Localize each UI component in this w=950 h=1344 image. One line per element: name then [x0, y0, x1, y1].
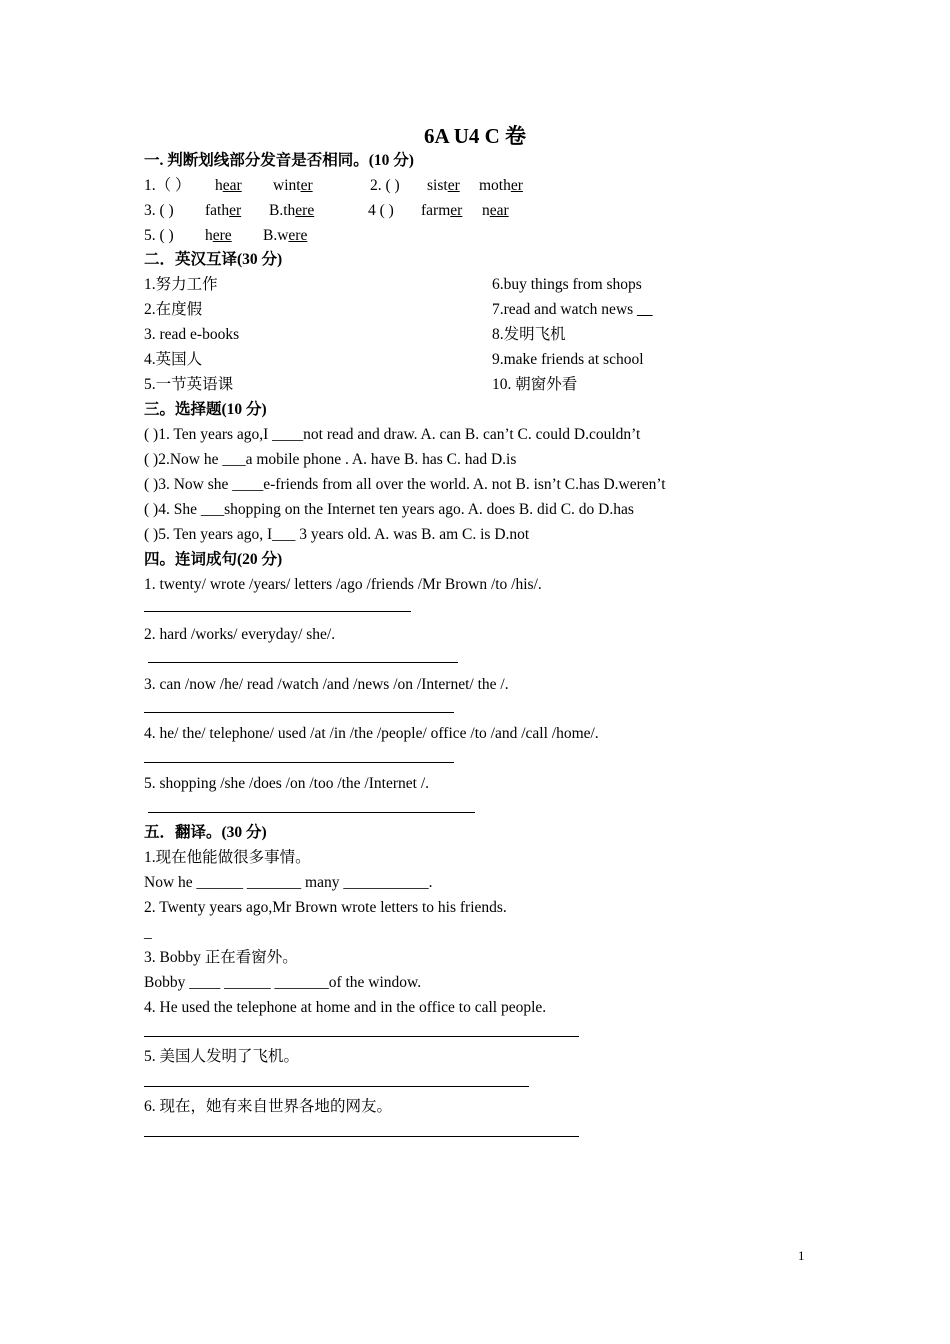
- translation-question-5: 5. 美国人发明了飞机。: [144, 1048, 300, 1065]
- translation-question-3: 3. Bobby 正在看窗外。: [144, 949, 298, 966]
- choice-question-3: ( )3. Now she ____e-friends from all over the world. A. not B. isn’t C.has D.weren’t: [144, 476, 666, 493]
- translate-item-7: 7.read and watch news __: [492, 301, 653, 318]
- page-number: 1: [798, 1248, 805, 1263]
- answer-line: [144, 1072, 529, 1093]
- answer-line: [148, 798, 475, 819]
- reorder-question-1: 1. twenty/ wrote /years/ letters /ago /friends /Mr Brown /to /his/.: [144, 576, 542, 593]
- answer-line: [148, 648, 458, 669]
- answer-line: [144, 748, 454, 769]
- translate-item-1: 1.努力工作: [144, 276, 218, 293]
- reorder-question-4: 4. he/ the/ telephone/ used /at /in /the /people/ office /to /and /call /home/.: [144, 725, 599, 742]
- translation-answer-3: Bobby ____ ______ _______of the window.: [144, 974, 422, 991]
- translation-question-4: 4. He used the telephone at home and in the office to call people.: [144, 999, 547, 1016]
- section3-heading: 三。选择题(10 分): [144, 401, 267, 418]
- translation-answer-2: _: [144, 924, 152, 941]
- phonics-row-3: 5. ( ) here B.were: [144, 227, 308, 244]
- translate-item-8: 8.发明飞机: [492, 326, 566, 343]
- translate-item-10: 10. 朝窗外看: [492, 376, 578, 393]
- translate-item-4: 4.英国人: [144, 351, 203, 368]
- page-title: 6A U4 C 卷: [423, 124, 527, 148]
- choice-question-4: ( )4. She ___shopping on the Internet ten years ago. A. does B. did C. do D.has: [144, 501, 634, 518]
- answer-line: [144, 698, 454, 719]
- choice-question-5: ( )5. Ten years ago, I___ 3 years old. A. was B. am C. is D.not: [144, 526, 530, 543]
- choice-question-1: ( )1. Ten years ago,I ____not read and draw. A. can B. can’t C. could D.couldn’t: [144, 426, 641, 443]
- answer-line: [144, 597, 411, 618]
- translation-question-2: 2. Twenty years ago,Mr Brown wrote letters to his friends.: [144, 899, 507, 916]
- translate-item-9: 9.make friends at school: [492, 351, 644, 368]
- section2-heading: 二．英汉互译(30 分): [144, 251, 283, 268]
- section5-heading: 五．翻译。(30 分): [144, 824, 267, 841]
- translation-question-6: 6. 现在，她有来自世界各地的网友。: [144, 1098, 393, 1115]
- answer-line: [144, 1022, 579, 1043]
- answer-line: [144, 1122, 579, 1143]
- translate-item-6: 6.buy things from shops: [492, 276, 642, 293]
- phonics-row-1: 1.（ ） hear winter 2. ( ) sister mother: [144, 177, 523, 194]
- reorder-question-5: 5. shopping /she /does /on /too /the /Internet /.: [144, 775, 429, 792]
- choice-question-2: ( )2.Now he ___a mobile phone . A. have B. has C. had D.is: [144, 451, 517, 468]
- translation-answer-1: Now he ______ _______ many ___________.: [144, 874, 433, 891]
- section4-heading: 四。连词成句(20 分): [144, 551, 283, 568]
- translate-item-3: 3. read e-books: [144, 326, 240, 343]
- translate-item-2: 2.在度假: [144, 301, 203, 318]
- section1-heading: 一. 判断划线部分发音是否相同。(10 分): [144, 152, 414, 169]
- translate-item-5: 5.一节英语课: [144, 376, 234, 393]
- phonics-row-2: 3. ( ) father B.there 4 ( ) farmer near: [144, 202, 509, 219]
- reorder-question-2: 2. hard /works/ everyday/ she/.: [144, 626, 336, 643]
- translation-question-1: 1.现在他能做很多事情。: [144, 849, 311, 866]
- reorder-question-3: 3. can /now /he/ read /watch /and /news /on /Internet/ the /.: [144, 676, 509, 693]
